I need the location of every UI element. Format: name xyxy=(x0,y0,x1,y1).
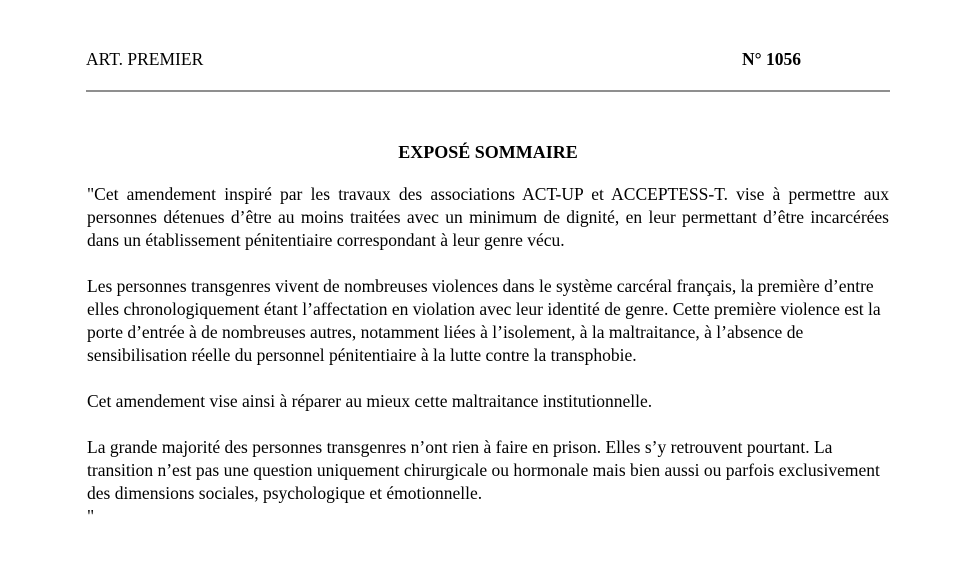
paragraph-1: "Cet amendement inspiré par les travaux des associations ACT-UP et ACCEPTESS-T. vise à permettre aux personnes détenues d’être au moins traitées avec un minimum de dignité, en leur permettant d’être incarcérées dans un établissement pénitentiaire correspondant à leur genre vécu. xyxy=(87,184,889,250)
amendment-number: N° 1056 xyxy=(741,49,801,69)
paragraph-4: La grande majorité des personnes transgenres n’ont rien à faire en prison. Elles s’y retrouvent pourtant. La transition n’est pas une question uniquement chirurgicale ou hormonale mais bien aussi ou parfois exclusivement des dimensions sociales, psychologique et émotionnelle. xyxy=(87,437,880,503)
document-header xyxy=(86,46,890,72)
paragraph-2: Les personnes transgenres vivent de nombreuses violences dans le système carcéral français, la première d’entre elles chronologiquement étant l’affectation en violation avec leur identité de genre. Cette première violence est la porte d’entrée à de nombreuses autres, notamment liées à l’isolement, à la maltraitance, à l’absence de sensibilisation réelle du personnel pénitentiaire à la lutte contre la transphobie. xyxy=(87,276,881,365)
closing-quote: " xyxy=(87,506,95,526)
summary-body xyxy=(87,183,889,528)
paragraph-3: Cet amendement vise ainsi à réparer au mieux cette maltraitance institutionnelle. xyxy=(87,391,653,411)
article-label: ART. PREMIER xyxy=(86,49,204,69)
section-title: EXPOSÉ SOMMAIRE xyxy=(398,142,578,162)
header-divider xyxy=(86,90,890,92)
